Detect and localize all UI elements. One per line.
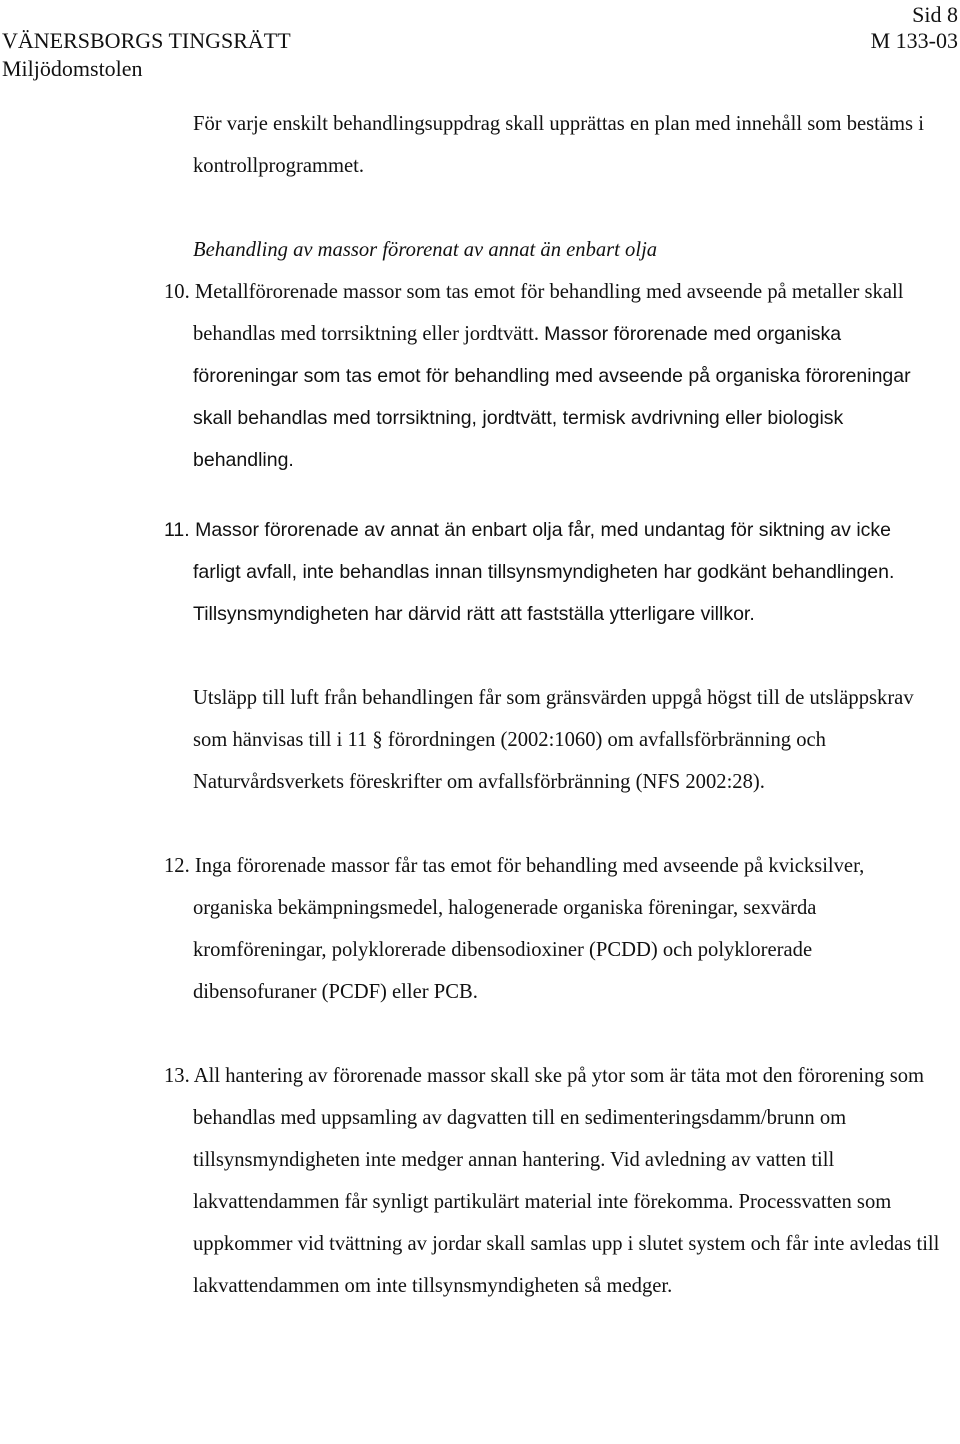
paragraph-12: 12. Inga förorenade massor får tas emot för behandling med avseende på kvicksilver, organiska bekämpningsmedel, halogenerade organiska föreningar, sexvärda kromföreningar, polyklorerade dibensodioxiner (PCDD) och polyklorerade dibensofuraner (PCDF) eller PCB. bbox=[164, 855, 865, 1003]
paragraph-10-part-a: 10. Metallförorenade massor som tas emot för behandling med avseende på metaller skall behandlas med torrsiktning eller jordtvätt. bbox=[164, 281, 904, 345]
section-heading: Behandling av massor förorenat av annat än enbart olja bbox=[193, 239, 658, 261]
paragraph-plan: För varje enskilt behandlingsuppdrag skall upprättas en plan med innehåll som bestäms i kontrollprogrammet. bbox=[193, 113, 924, 177]
case-number: M 133-03 bbox=[870, 28, 958, 53]
paragraph-air-emissions: Utsläpp till luft från behandlingen får som gränsvärden uppgå högst till de utsläppskrav som hänvisas till i 11 § förordningen (2002:1060) om avfallsförbränning och Naturvårdsverkets föreskrifter om avfallsförbränning (NFS 2002:28). bbox=[193, 687, 914, 793]
paragraph-13: 13. All hantering av förorenade massor skall ske på ytor som är täta mot den förorening som behandlas med uppsamling av dagvatten till en sedimenteringsdamm/brunn om tillsynsmyndigheten inte medger annan hantering. Vid avledning av vatten till lakvattendammen får synligt partikulärt material inte förekomma. Processvatten som uppkommer vid tvättning av jordar skall samlas upp i slutet system och får inte avledas till lakvattendammen om inte tillsynsmyndigheten så medger. bbox=[164, 1065, 940, 1297]
court-unit: Miljödomstolen bbox=[2, 56, 143, 81]
paragraph-10 bbox=[0, 271, 960, 481]
paragraph-11: 11. Massor förorenade av annat än enbart olja får, med undantag för siktning av icke farligt avfall, inte behandlas innan tillsynsmyndigheten har godkänt behandlingen. Tillsynsmyndigheten har därvid rätt att fastställa ytterligare villkor. bbox=[164, 519, 895, 625]
paragraph-10-part-b: Massor förorenade med organiska föroreningar som tas emot för behandling med avseende på organiska föroreningar skall behandlas med torrsiktning, jordtvätt, termisk avdrivning eller biologisk behandling. bbox=[193, 323, 911, 471]
court-name: VÄNERSBORGS TINGSRÄTT bbox=[2, 28, 291, 53]
page-number: Sid 8 bbox=[912, 2, 958, 27]
page-header bbox=[0, 0, 960, 90]
document-body bbox=[0, 103, 960, 1307]
